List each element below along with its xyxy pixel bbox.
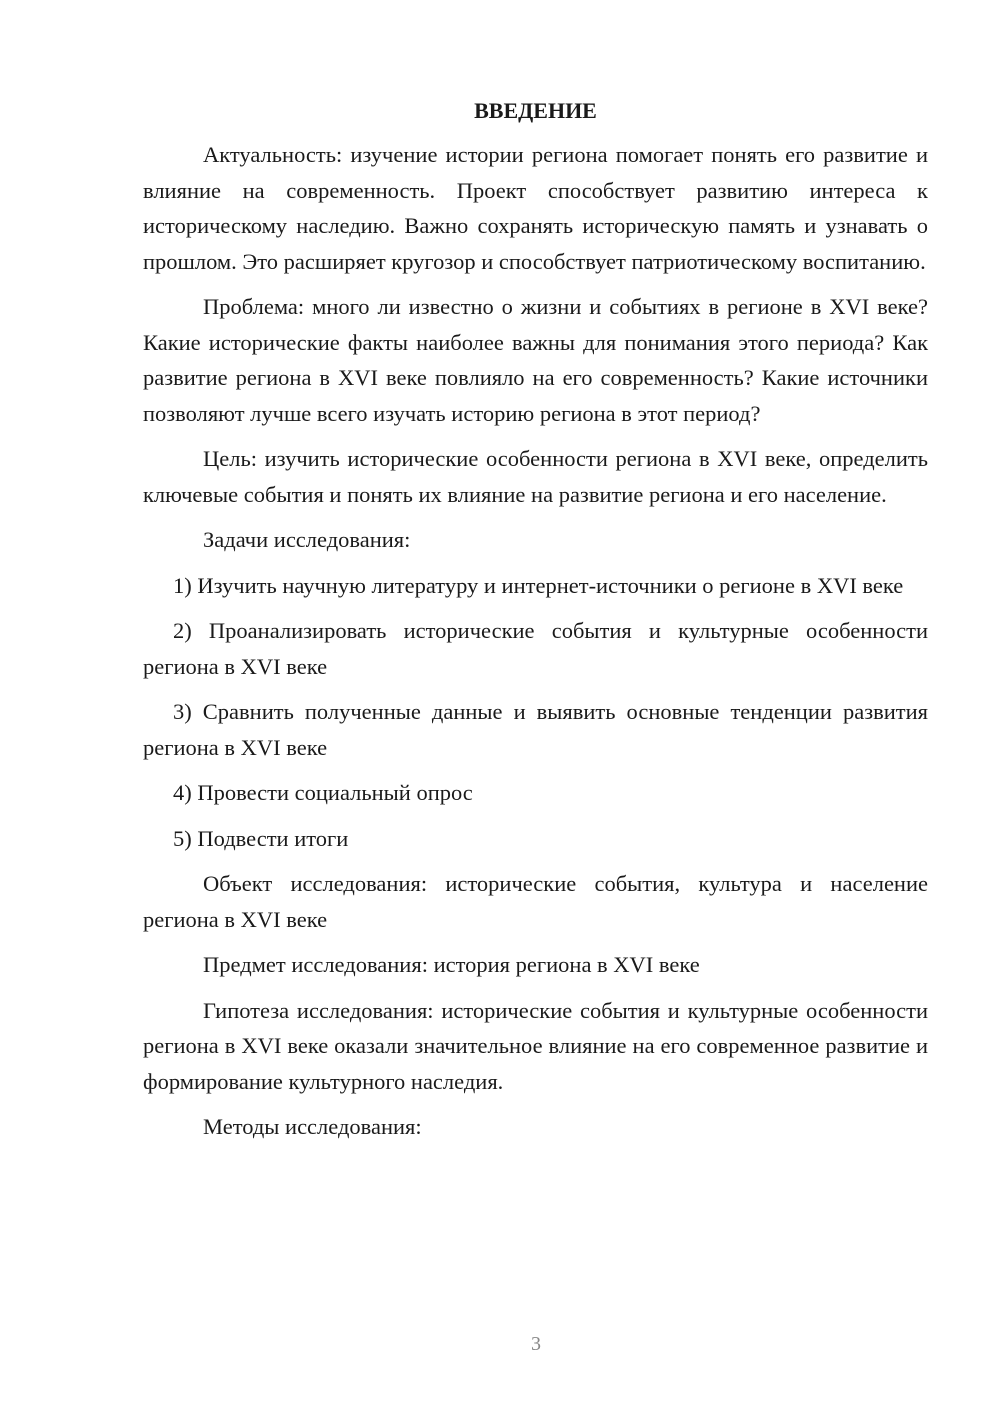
paragraph-hypothesis: Гипотеза исследования: исторические события и культурные особенности региона в XVI веке оказали значительное влияние на его современное развитие и формирование культурного наследия.: [143, 997, 928, 1094]
paragraph-object: Объект исследования: исторические события, культура и население региона в XVI веке: [143, 871, 928, 932]
page-number: 3: [531, 1333, 541, 1355]
paragraph-tasks-title: Задачи исследования:: [203, 527, 411, 552]
page-content: [143, 95, 928, 1155]
paragraph-goal: Цель: изучить исторические особенности региона в XVI веке, определить ключевые события и понять их влияние на развитие региона и его население.: [143, 446, 928, 507]
list-item-task-1: 1) Изучить научную литературу и интернет-источники о регионе в XVI веке: [173, 572, 904, 598]
paragraph-problem: Проблема: много ли известно о жизни и событиях в регионе в XVI веке? Какие исторические факты наиболее важны для понимания этого периода? Как развитие региона в XVI веке повлияло на его современность? Какие источники позволяют лучше всего изучать историю региона в этот период?: [143, 294, 928, 426]
section-heading: ВВЕДЕНИЕ: [474, 98, 597, 123]
list-item-task-2: 2) Проанализировать исторические события и культурные особенности региона в XVI веке: [143, 618, 928, 679]
paragraph-methods: Методы исследования:: [203, 1114, 422, 1139]
list-item-task-4: 4) Провести социальный опрос: [173, 780, 473, 805]
paragraph-relevance: Актуальность: изучение истории региона помогает понять его развитие и влияние на современность. Проект способствует развитию интереса к историческому наследию. Важно сохранять историческую память и узнавать о прошлом. Это расширяет кругозор и способствует патриотическому воспитанию.: [143, 142, 928, 274]
list-item-task-5: 5) Подвести итоги: [173, 825, 349, 851]
list-item-task-3: 3) Сравнить полученные данные и выявить основные тенденции развития региона в XVI веке: [143, 699, 928, 760]
paragraph-subject: Предмет исследования: история региона в XVI веке: [203, 952, 700, 977]
